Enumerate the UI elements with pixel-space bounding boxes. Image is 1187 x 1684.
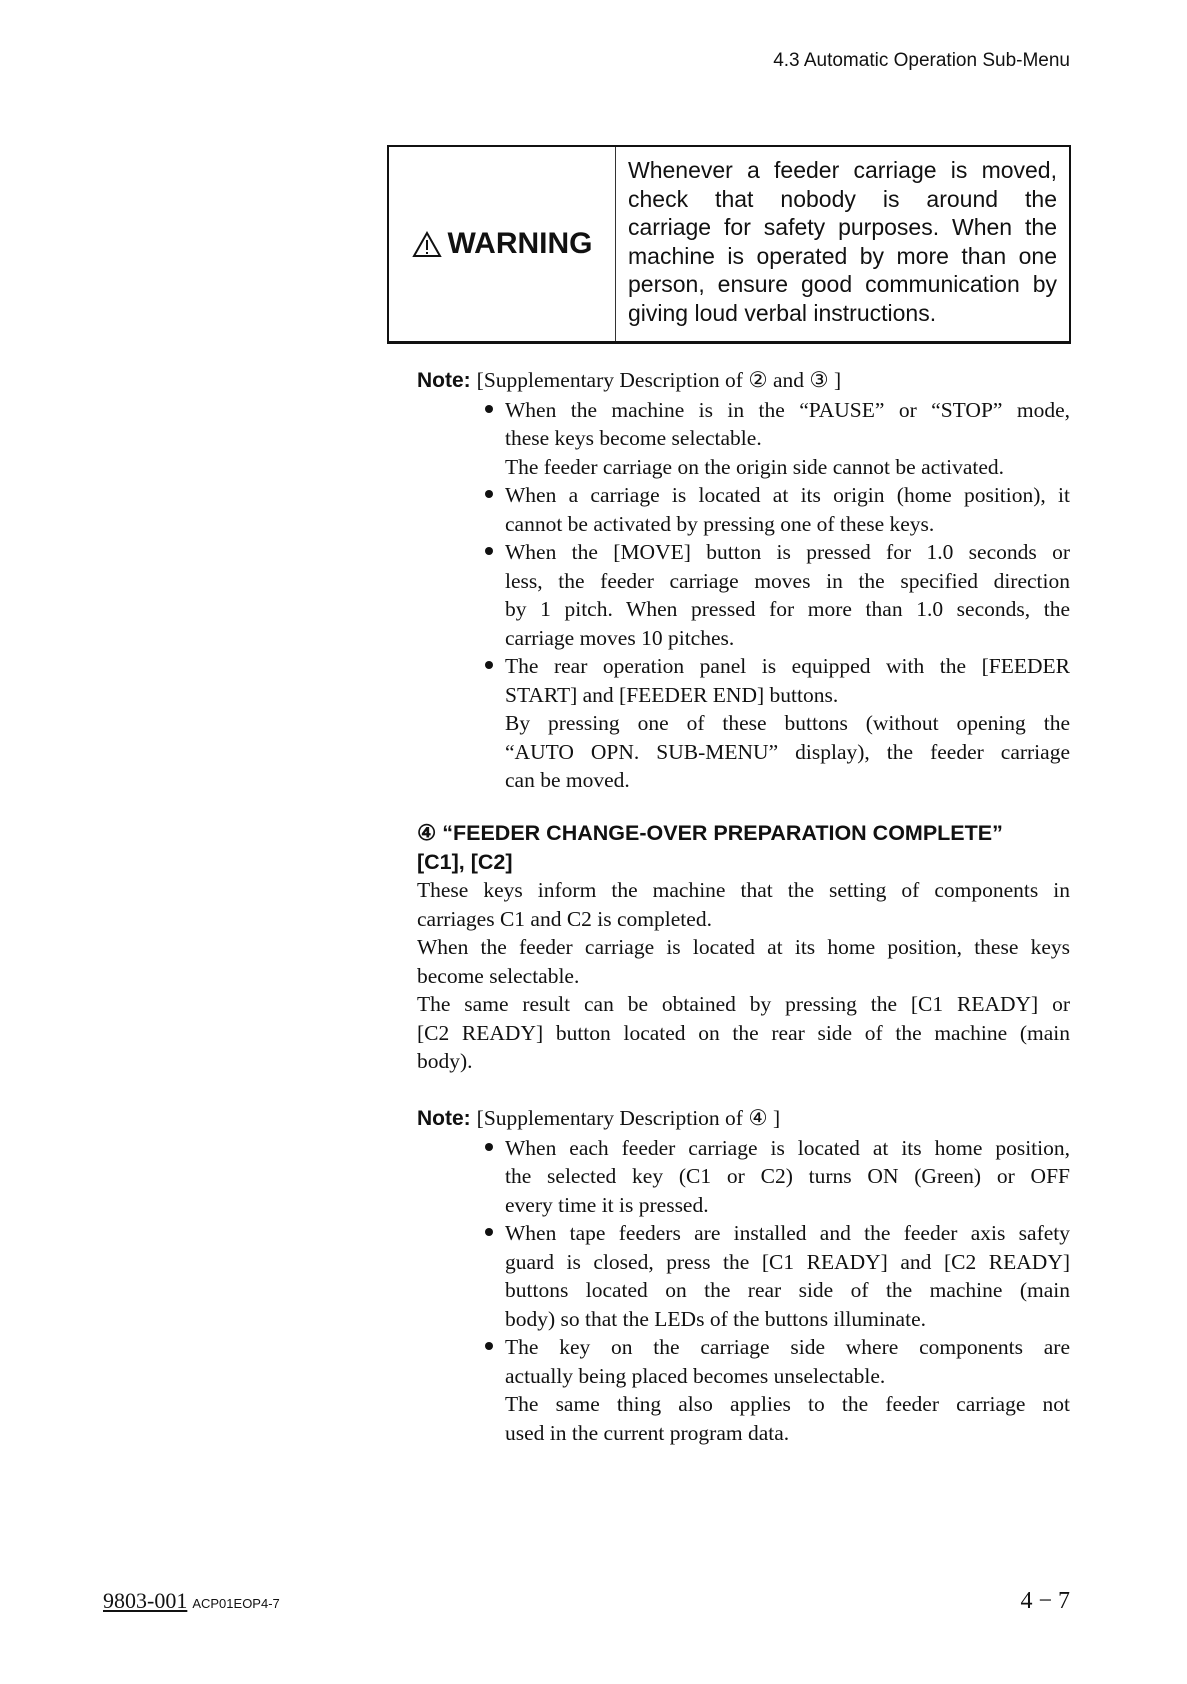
text-line: The rear operation panel is equipped with the [FEEDER xyxy=(505,654,1070,678)
text-line: carriages C1 and C2 is completed. xyxy=(417,906,712,931)
text-line: buttons located on the rear side of the machine (main xyxy=(505,1278,1070,1302)
text-line: The key on the carriage side where components are xyxy=(505,1335,1070,1359)
text-line: carriage moves 10 pitches. xyxy=(505,625,735,650)
bullet-list xyxy=(505,1134,1070,1448)
section-body xyxy=(417,876,1070,1076)
text-line: When tape feeders are installed and the feeder axis safety xyxy=(505,1221,1070,1245)
text-line: used in the current program data. xyxy=(505,1420,790,1445)
text-line: less, the feeder carriage moves in the specified direction xyxy=(505,568,1070,593)
warning-box xyxy=(387,145,1071,344)
text-line: When the machine is in the “PAUSE” or “STOP” mode, xyxy=(505,397,1070,422)
note-text: [Supplementary Description of ④ ] xyxy=(476,1106,781,1130)
text-line: These keys inform the machine that the setting of components in xyxy=(417,878,1070,902)
note-label: Note: xyxy=(417,369,471,392)
bullet-dot-icon xyxy=(485,547,493,555)
text-line: By pressing one of these buttons (without opening the xyxy=(505,711,1070,735)
bullet-item xyxy=(505,1134,1070,1220)
text-line: machine is operated by more than one xyxy=(628,242,1057,269)
text-line: every time it is pressed. xyxy=(505,1192,709,1217)
text-line: person, ensure good communication by xyxy=(628,271,1057,297)
warning-text xyxy=(616,147,1069,341)
page-number: 4 − 7 xyxy=(1020,1588,1070,1614)
text-line: the selected key (C1 or C2) turns ON (Green) or OFF xyxy=(505,1164,1070,1188)
section-heading-line: ④ “FEEDER CHANGE-OVER PREPARATION COMPLETE” xyxy=(417,821,1003,845)
text-line: by 1 pitch. When pressed for more than 1.0 seconds, the xyxy=(505,597,1070,621)
text-line: giving loud verbal instructions. xyxy=(628,299,937,326)
note-text: [Supplementary Description of ② and ③ ] xyxy=(476,368,842,392)
text-line: actually being placed becomes unselectable. xyxy=(505,1363,886,1388)
warning-triangle-icon xyxy=(412,231,442,258)
paragraph xyxy=(505,538,1070,652)
running-header: 4.3 Automatic Operation Sub-Menu xyxy=(773,50,1070,71)
note-2 xyxy=(417,1104,1070,1447)
text-line: these keys become selectable. xyxy=(505,426,762,450)
bullet-item xyxy=(505,538,1070,652)
paragraph xyxy=(417,876,1070,933)
section-heading xyxy=(417,819,1070,876)
text-line: START] and [FEEDER END] buttons. xyxy=(505,682,839,707)
bullet-dot-icon xyxy=(485,1228,493,1236)
text-line: The same result can be obtained by pressing the [C1 READY] or xyxy=(417,992,1070,1016)
paragraph xyxy=(505,1333,1070,1390)
text-line: can be moved. xyxy=(505,768,630,792)
paragraph xyxy=(505,453,1070,482)
paragraph xyxy=(505,1219,1070,1333)
paragraph xyxy=(505,1134,1070,1220)
text-line: guard is closed, press the [C1 READY] and [C2 READY] xyxy=(505,1249,1070,1274)
bullet-dot-icon xyxy=(485,405,493,413)
bullet-item xyxy=(505,481,1070,538)
text-line: check that nobody is around the xyxy=(628,185,1057,212)
text-line: The feeder carriage on the origin side cannot be activated. xyxy=(505,454,1005,479)
note-label: Note: xyxy=(417,1107,471,1130)
paragraph xyxy=(505,481,1070,538)
doc-subcode: ACP01EOP4-7 xyxy=(192,1596,280,1611)
bullet-dot-icon xyxy=(485,661,493,669)
warning-label: WARNING xyxy=(447,227,593,260)
text-line: body) so that the LEDs of the buttons illuminate. xyxy=(505,1306,926,1331)
paragraph xyxy=(505,652,1070,709)
bullet-item xyxy=(505,652,1070,795)
text-line: become selectable. xyxy=(417,963,580,988)
text-line: When the feeder carriage is located at its home position, these keys xyxy=(417,935,1070,959)
text-line: cannot be activated by pressing one of these keys. xyxy=(505,511,935,536)
text-line: When each feeder carriage is located at its home position, xyxy=(505,1135,1070,1160)
text-line: The same thing also applies to the feeder carriage not xyxy=(505,1392,1070,1416)
bullet-item xyxy=(505,1219,1070,1333)
bullet-list xyxy=(505,396,1070,795)
note-1 xyxy=(417,366,1070,795)
section-heading-line: [C1], [C2] xyxy=(417,849,513,874)
text-line: When a carriage is located at its origin (home position), it xyxy=(505,483,1070,507)
warning-label-cell xyxy=(389,147,616,341)
text-line: [C2 READY] button located on the rear side of the machine (main xyxy=(417,1020,1070,1045)
bullet-item xyxy=(505,1333,1070,1447)
bullet-item xyxy=(505,396,1070,482)
text-line: “AUTO OPN. SUB-MENU” display), the feeder carriage xyxy=(505,739,1070,764)
bullet-dot-icon xyxy=(485,1143,493,1151)
paragraph xyxy=(505,1390,1070,1447)
section-4 xyxy=(417,819,1070,1076)
footer-doc-id xyxy=(103,1588,280,1614)
bullet-dot-icon xyxy=(485,490,493,498)
paragraph xyxy=(417,933,1070,990)
paragraph xyxy=(417,990,1070,1076)
doc-code: 9803-001 xyxy=(103,1588,188,1613)
text-line: When the [MOVE] button is pressed for 1.0 seconds or xyxy=(505,540,1070,564)
text-line: carriage for safety purposes. When the xyxy=(628,214,1057,240)
paragraph xyxy=(505,709,1070,795)
text-line: body). xyxy=(417,1049,473,1073)
paragraph xyxy=(505,396,1070,453)
text-line: Whenever a feeder carriage is moved, xyxy=(628,157,1057,183)
bullet-dot-icon xyxy=(485,1342,493,1350)
